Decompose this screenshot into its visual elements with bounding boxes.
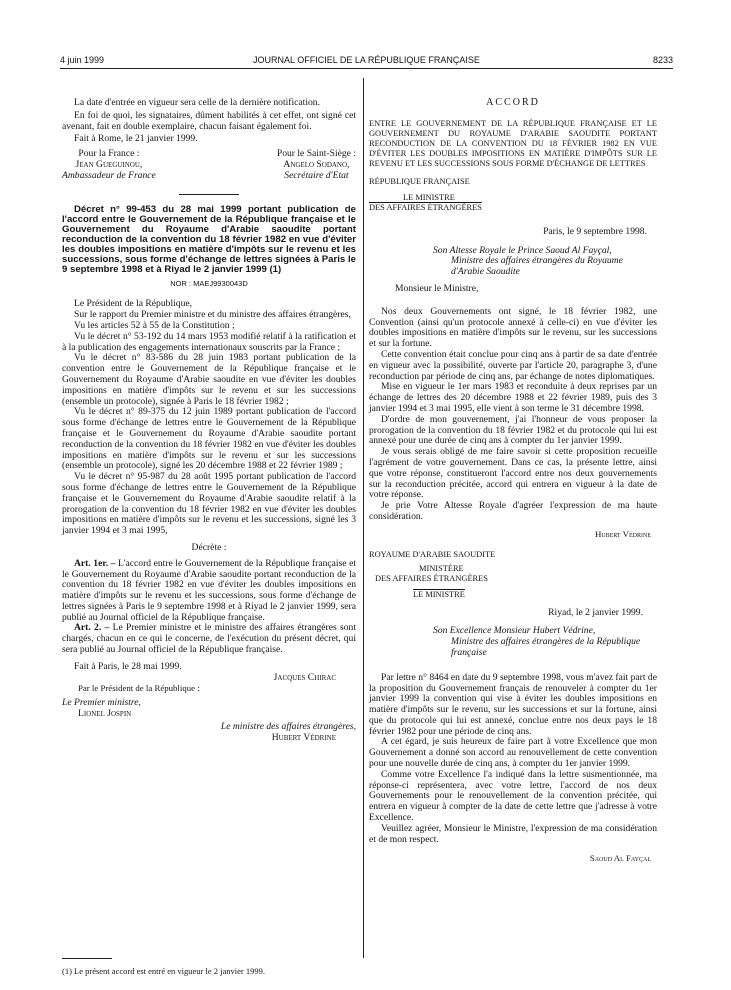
signatory-name: Angelo Sodano, bbox=[283, 158, 350, 170]
column-divider bbox=[363, 78, 364, 958]
decrete-heading: Décrète : bbox=[191, 541, 227, 553]
paragraph: Veuillez agréer, Monsieur le Ministre, l'expression de ma considération et de mon respect. bbox=[369, 822, 657, 845]
article-label: Art. 1er. – bbox=[74, 557, 116, 569]
addressee: Son Altesse Royale le Prince Saoud Al Fayçal, bbox=[433, 244, 612, 256]
paragraph: Sur le rapport du Premier ministre et du ministre des affaires étrangères, bbox=[74, 309, 351, 321]
article-2 bbox=[62, 623, 356, 655]
signatory-title: Ambassadeur de France bbox=[62, 169, 156, 181]
article-text: Le Premier ministre et le ministre des affaires étrangères sont chargés, chacun en ce qui le concerne, de l'exécution du présent décret, qui sera publié au Journal officiel de la République française. bbox=[62, 622, 356, 656]
paragraph: Nos deux Gouvernements ont signé, le 18 février 1982, une Convention (ainsi qu'un protocole annexé à celle-ci) en vue d'éviter les doubles impositions en matière d'impôts sur le revenu, sur les successions et sur la fortune. bbox=[369, 305, 657, 350]
signature-saint-siege bbox=[277, 149, 356, 181]
premier-ministre: Le Premier ministre, bbox=[62, 697, 141, 709]
letterhead-country: ROYAUME D'ARABIE SAOUDITE bbox=[369, 549, 496, 559]
signature-block bbox=[62, 149, 356, 181]
footnote: (1) Le présent accord est entré en vigueur le 2 janvier 1999. bbox=[62, 966, 265, 976]
paragraph: Fait à Paris, le 28 mai 1999. bbox=[74, 660, 182, 672]
paragraph: Le Président de la République, bbox=[74, 298, 193, 310]
signatory-name: Hubert Védrine bbox=[594, 528, 651, 539]
paragraph: Mise en vigueur le 1er mars 1983 et reconduite à deux reprises par un échange de lettres des 20 décembre 1988 et 22 février 1989, puis des 3 janvier 1994 et 3 mai 1995, elle vient à son terme le 31 décembre 1998. bbox=[369, 381, 657, 414]
paragraph: Vu le décret n° 89-375 du 12 juin 1989 portant publication de l'accord sous forme d'échange de lettres entre le Gouvernement de la République française et le Gouvernement du Royaume d'Arabie saoudite portant reconduction de la convention du 18 février 1982 en vue d'éviter les doubles impositions en matière d'impôts sur le revenu et sur les successions (ensemble un protocole), signé les 20 décembre 1988 et 22 février 1989 ; bbox=[62, 406, 356, 472]
letter-date: Riyad, le 2 janvier 1999. bbox=[548, 606, 643, 618]
paragraph: Vu les articles 52 à 55 de la Constitution ; bbox=[74, 319, 235, 331]
signature-france bbox=[62, 149, 156, 181]
signatory-name: Saoud Al Fayçal bbox=[589, 853, 651, 864]
paragraph: Je vous serais obligé de me faire savoir si cette proposition recueille l'agrément de votre gouvernement. Dans ce cas, la présente lettre, ainsi que votre réponse, constitueront l'accord entre nos deux gouvernements sur la reconduction précitée, accord qui entrera en vigueur à la date de votre réponse. bbox=[369, 446, 657, 501]
signatory-name: Jacques Chirac bbox=[273, 671, 336, 683]
letter-date: Paris, le 9 septembre 1998. bbox=[543, 225, 647, 237]
letterhead-ministry: MINISTÈRE bbox=[419, 563, 464, 573]
article-text: L'accord entre le Gouvernement de la République française et le Gouvernement du Royaume d'Arabie saoudite portant reconduction de la convention du 18 février 1982 en vue d'éviter les doubles impositions en matière d'impôts sur le revenu et les successions, sous forme d'échange de lettres signées à Paris le 9 septembre 1998 et à Riyad le 2 janvier 1999, sera publié au Journal officiel de la République française. bbox=[62, 557, 356, 623]
salutation: Monsieur le Ministre, bbox=[395, 282, 479, 294]
header-date: 4 juin 1999 bbox=[60, 55, 105, 65]
page-header bbox=[60, 55, 673, 69]
article-label: Art. 2. – bbox=[74, 622, 110, 634]
left-column bbox=[62, 98, 356, 743]
signatory-name: Lionel Jospin bbox=[78, 708, 132, 720]
letterhead-minister: LE MINISTRE bbox=[403, 192, 455, 202]
par-president: Par le Président de la République : bbox=[78, 683, 200, 694]
decree-title: Décret n° 99-453 du 28 mai 1999 portant publication de l'accord entre le Gouvernement de la République française et le Gouvernement du Royaume d'Arabie saoudite portant reconduction de la convention du 18 février 1982 en vue d'éviter les doubles impositions en matière d'impôts sur le revenu et les successions, sous forme d'échange de lettres signées à Paris le 9 septembre 1998 et à Riyad le 2 janvier 1999 (1) bbox=[62, 203, 356, 275]
letterhead-country: RÉPUBLIQUE FRANÇAISE bbox=[369, 176, 470, 186]
paragraph: Comme votre Excellence l'a indiqué dans la lettre susmentionnée, ma réponse-ci représentera, avec votre lettre, l'accord de nos deux Gouvernements pour le renouvellement de la convention précitée, qui entrera en vigueur à compter de la date de cette lettre que j'adresse à votre Excellence. bbox=[369, 768, 657, 824]
signatory-name: Jean Gueguinou, bbox=[75, 158, 143, 170]
article-1 bbox=[62, 559, 356, 624]
accord-heading: ACCORD bbox=[486, 97, 540, 108]
paragraph: Fait à Rome, le 21 janvier 1999. bbox=[74, 133, 198, 145]
letterhead-ministry: DES AFFAIRES ÉTRANGÈRES bbox=[369, 202, 482, 212]
addressee-title: Ministre des affaires étrangères du Royaume d'Arabie Saoudite bbox=[451, 255, 623, 278]
paragraph: Vu le décret n° 83-586 du 28 juin 1983 portant publication de la convention entre le Gouvernement de la République française et le Gouvernement du Royaume d'Arabie saoudite en vue d'éviter les doubles impositions en matière d'impôts sur le revenu et sur les successions (ensemble un protocole), signée à Paris le 18 février 1982 ; bbox=[62, 352, 356, 407]
section-rule bbox=[179, 194, 239, 195]
signatory-title: Secrétaire d'Etat bbox=[284, 169, 349, 181]
nor-reference: NOR : MAEJ9930043D bbox=[170, 278, 248, 288]
signature-label: Pour la France : bbox=[78, 148, 140, 160]
paragraph: A cet égard, je suis heureux de faire part à votre Excellence que mon Gouvernement a donné son accord au renouvellement de cette convention pour une nouvelle durée de cinq ans, à compter du 1er janvier 1999. bbox=[369, 736, 657, 770]
letterhead-ministry: DES AFFAIRES ÉTRANGÈRES bbox=[375, 573, 488, 583]
header-rule bbox=[60, 68, 673, 69]
header-page-number: 8233 bbox=[652, 55, 673, 65]
header-title: JOURNAL OFFICIEL DE LA RÉPUBLIQUE FRANÇAISE bbox=[253, 55, 480, 65]
minister-title: Le ministre des affaires étrangères, bbox=[220, 720, 356, 732]
letterhead-minister: LE MINISTRE bbox=[413, 589, 465, 599]
footnote-rule bbox=[62, 958, 112, 959]
paragraph: Cette convention était conclue pour cinq ans à partir de sa date d'entrée en vigueur avec la possibilité, ouverte par l'article 20, paragraphe 3, d'une reconduction par période de cinq ans, par échange de notes diplomatiques. bbox=[369, 348, 657, 382]
signature-label: Pour le Saint-Siège : bbox=[276, 148, 356, 160]
addressee: Son Excellence Monsieur Hubert Védrine, bbox=[433, 625, 596, 637]
accord-title: ENTRE LE GOUVERNEMENT DE LA RÉPUBLIQUE FRANÇAISE ET LE GOUVERNEMENT DU ROYAUME D'ARABIE SAOUDITE PORTANT RECONDUCTION DE LA CONVENTION DU 18 FÉVRIER 1982 EN VUE D'ÉVITER LES DOUBLES IMPOSITIONS EN MATIÈRE D'IMPÔTS SUR LE REVENU ET LES SUCCESSIONS SOUS FORME D'ÉCHANGE DE LETTRES bbox=[369, 118, 657, 168]
paragraph: D'ordre de mon gouvernement, j'ai l'honneur de vous proposer la prorogation de la convention du 18 février 1982 et du protocole qui lui est annexé pour une durée de cinq ans à compter du 1er janvier 1999. bbox=[369, 413, 657, 447]
paragraph: Je prie Votre Altesse Royale d'agréer l'expression de ma haute considération. bbox=[369, 500, 657, 522]
paragraph: Vu le décret n° 95-987 du 28 août 1995 portant publication de l'accord sous forme d'échange de lettres entre le Gouvernement de la République française et le Gouvernement du Royaume d'Arabie saoudite relatif à la prorogation de la convention du 18 février 1982 en vue d'éviter les doubles impositions en matière d'impôts sur le revenu et les successions, signé les 3 janvier 1994 et 3 mai 1995, bbox=[62, 471, 356, 537]
right-column bbox=[369, 98, 657, 864]
paragraph: En foi de quoi, les signataires, dûment habilités à cet effet, ont signé cet avenant, fait en double exemplaire, chacun faisant également foi. bbox=[62, 109, 356, 132]
signatory-name: Hubert Védrine bbox=[271, 731, 336, 743]
paragraph: La date d'entrée en vigueur sera celle de la dernière notification. bbox=[74, 97, 320, 108]
addressee-title: Ministre des affaires étrangères de la République française bbox=[451, 636, 641, 658]
paragraph: Par lettre n° 8464 en date du 9 septembre 1998, vous m'avez fait part de la proposition du Gouvernement français de renouveler à compter du 1er janvier 1999 la convention qui vise à éviter les doubles impositions en matière d'impôts sur le revenu, sur les successions et sur la fortune, ainsi que du protocole qui lui est annexé, conclue entre nos deux pays le 18 février 1982 pour une période de cinq ans. bbox=[369, 671, 657, 737]
paragraph: Vu le décret n° 53-192 du 14 mars 1953 modifié relatif à la ratification et à la publication des engagements internationaux souscrits par la France ; bbox=[62, 330, 356, 353]
